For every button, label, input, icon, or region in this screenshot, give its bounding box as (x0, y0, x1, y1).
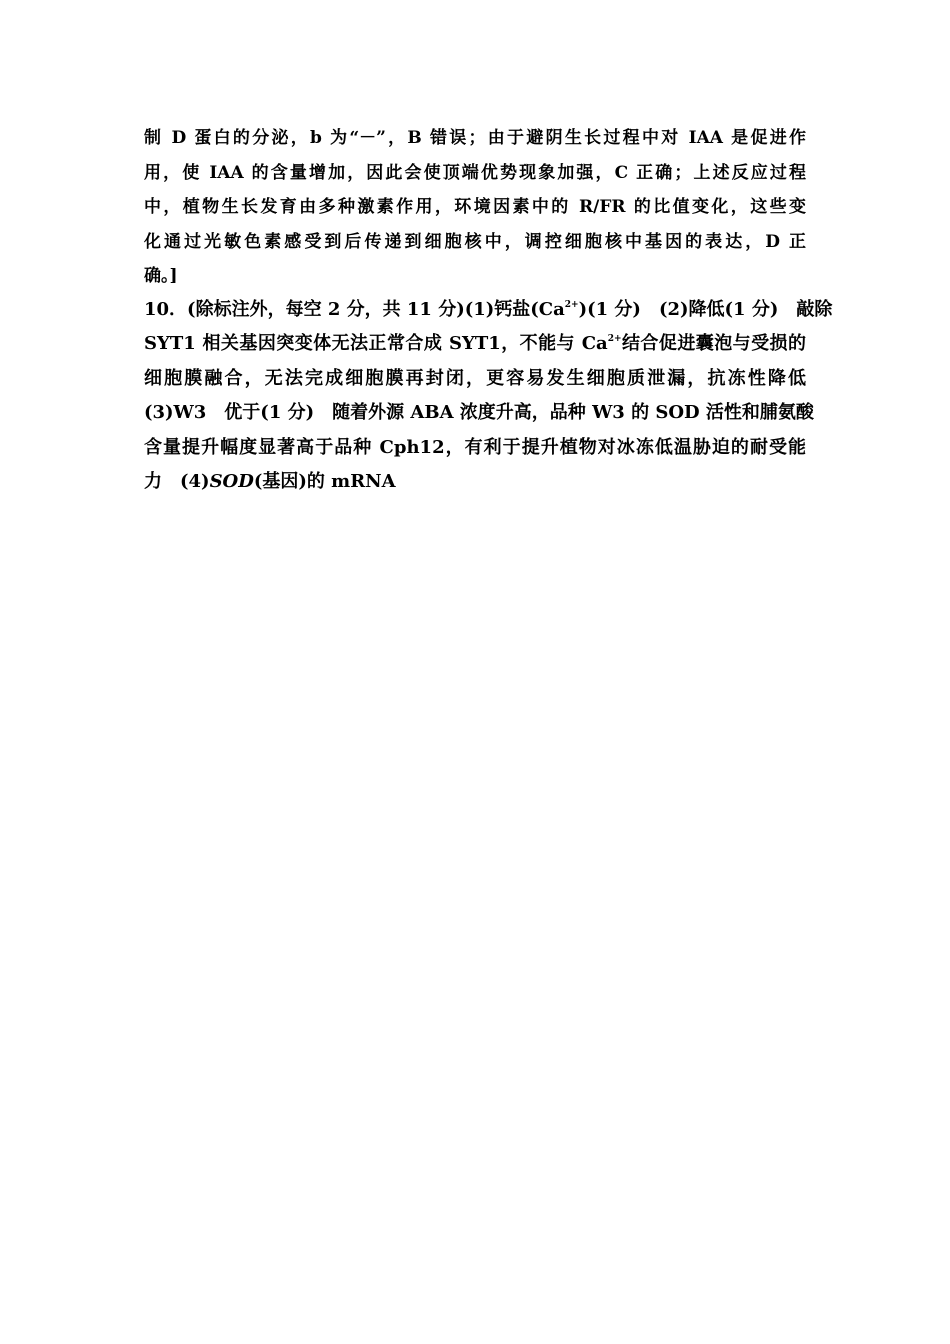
text-line (144, 327, 806, 361)
text-line: 含量提升幅度显著高于品种 Cph12，有利于提升植物对冰冻低温胁迫的耐受能 (144, 436, 806, 458)
text-line (144, 293, 833, 327)
text-line: 细胞膜融合，无法完成细胞膜再封闭，更容易发生细胞质泄漏，抗冻性降低 (144, 367, 806, 389)
text-line (144, 465, 806, 499)
gene-name-italic: SOD (209, 470, 254, 492)
answer-10 (144, 293, 833, 499)
text-line: 中，植物生长发育由多种激素作用，环境因素中的 R/FR 的比值变化，这些变 (144, 197, 806, 218)
text-line: (3)W3 优于(1 分) 随着外源 ABA 浓度升高，品种 W3 的 SOD 活性和脯氨酸 (144, 402, 814, 424)
superscript-charge: 2+ (564, 300, 579, 310)
superscript-charge: 2+ (607, 334, 622, 345)
text-line: 确。] (144, 266, 178, 287)
text-segment: 10．(除标注外，每空 2 分，共 11 分)(1)钙盐(Ca (144, 299, 565, 320)
text-line: 制 D 蛋白的分泌，b 为“－”，B 错误；由于避阴生长过程中对 IAA 是促进作 (144, 128, 806, 148)
text-segment: SYT1 相关基因突变体无法正常合成 SYT1，不能与 Ca (144, 333, 608, 355)
answer-9-continuation (144, 121, 806, 294)
text-segment: 结合促进囊泡与受损的 (621, 333, 807, 355)
text-line: 化通过光敏色素感受到后传递到细胞核中，调控细胞核中基因的表达，D 正 (144, 231, 806, 252)
text-segment: )(1 分) (2)降低(1 分) 敲除 (578, 299, 833, 320)
text-segment: (基因)的 mRNA (253, 470, 396, 492)
text-line: 用，使 IAA 的含量增加，因此会使顶端优势现象加强，C 正确；上述反应过程 (144, 162, 806, 183)
text-segment: 力 (4) (144, 470, 210, 492)
